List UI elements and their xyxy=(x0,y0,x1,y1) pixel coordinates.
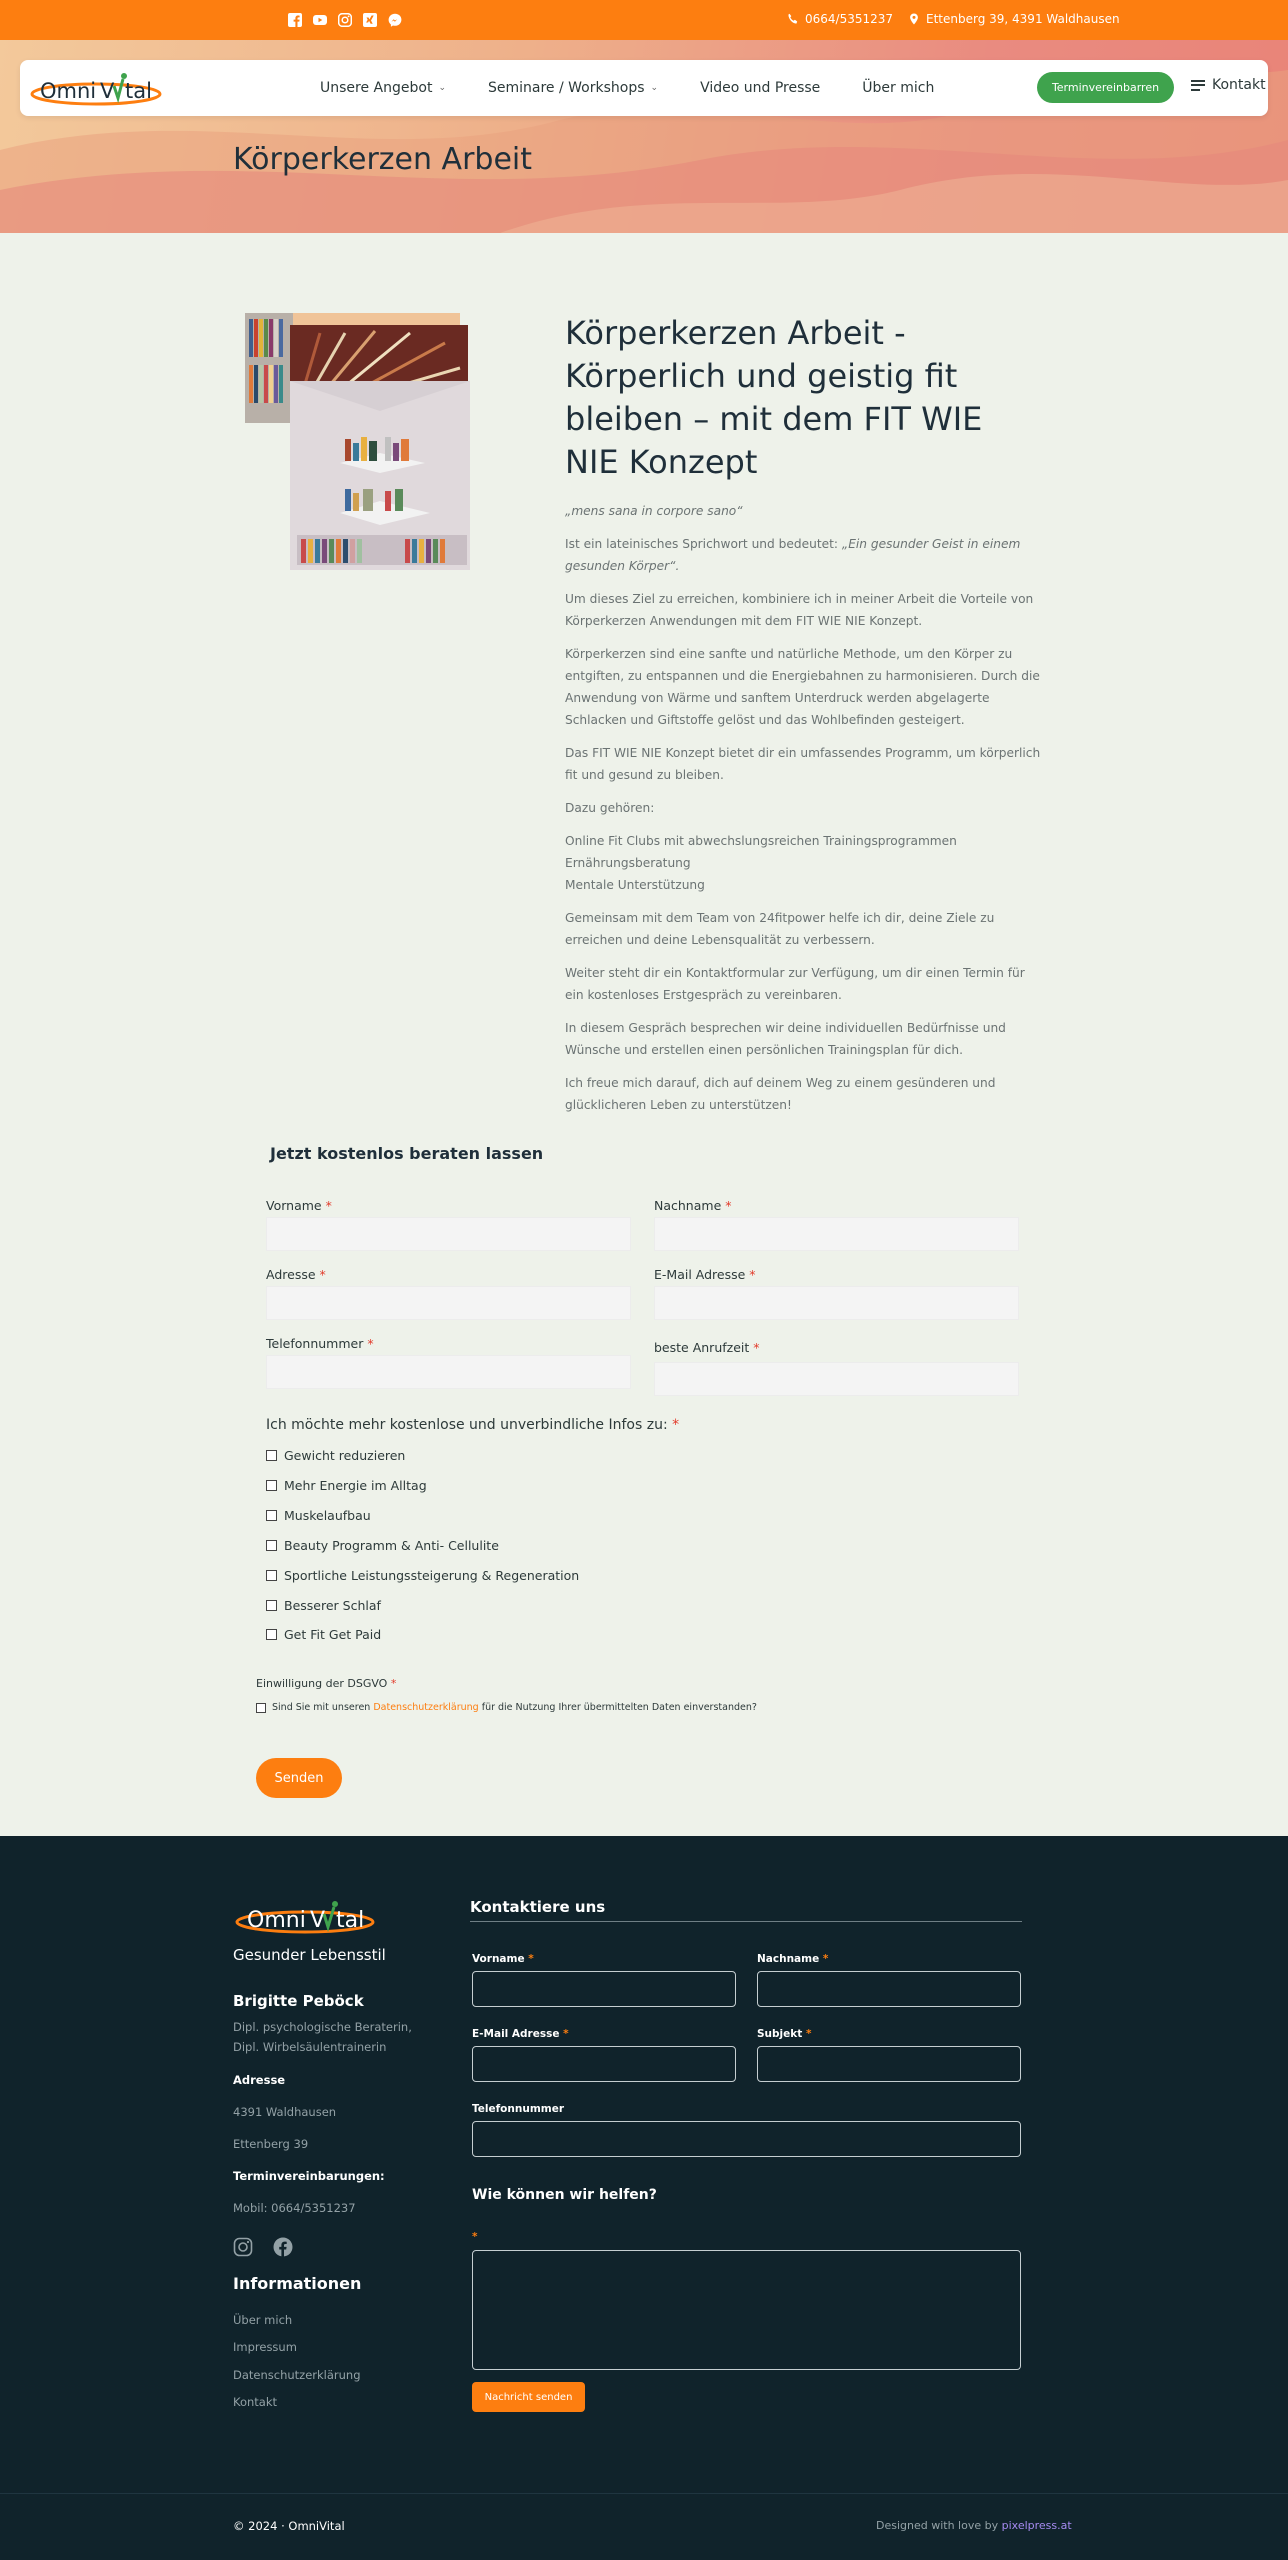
telefon-label: Telefonnummer * xyxy=(266,1336,374,1351)
email-field[interactable] xyxy=(654,1286,1019,1320)
omnivital-logo[interactable] xyxy=(28,67,164,109)
senden-button[interactable]: Senden xyxy=(256,1758,342,1798)
footer-logo[interactable] xyxy=(233,1894,377,1938)
article-content xyxy=(565,312,1045,1127)
option-label: Mehr Energie im Alltag xyxy=(284,1478,427,1493)
instagram-icon[interactable] xyxy=(338,13,352,27)
article-text: Ist ein lateinisches Sprichwort und bedeutet: xyxy=(565,537,842,551)
contact-form-title: Kontaktiere uns xyxy=(470,1898,606,1916)
footer-tagline: Gesunder Lebensstil xyxy=(233,1946,386,1964)
youtube-icon[interactable] xyxy=(313,13,327,27)
page-title: Körperkerzen Arbeit xyxy=(233,142,533,177)
mobile-number[interactable]: Mobil: 0664/5351237 xyxy=(233,2201,356,2215)
email-label: E-Mail Adresse * xyxy=(654,1267,756,1282)
logo-text: Omni xyxy=(40,79,97,103)
k-nachname-field[interactable] xyxy=(757,1971,1021,2007)
top-bar xyxy=(0,0,1288,40)
article-paragraph xyxy=(565,533,1045,577)
top-phone[interactable] xyxy=(787,12,893,26)
datenschutz-link[interactable]: Datenschutzerklärung xyxy=(373,1702,479,1713)
top-address[interactable] xyxy=(908,12,1120,26)
option-label: Muskelaufbau xyxy=(284,1508,371,1523)
kontakt-menu-button[interactable] xyxy=(1191,77,1266,93)
interest-option[interactable] xyxy=(266,1448,405,1463)
dsgvo-text: Sind Sie mit unseren Datenschutzerklärung für die Nutzung Ihrer übermittelten Daten einverstanden? xyxy=(272,1702,757,1713)
footer-link-ueber-mich[interactable]: Über mich xyxy=(233,2313,293,2327)
k-vorname-label: Vorname * xyxy=(472,1953,534,1965)
option-label: Besserer Schlaf xyxy=(284,1598,381,1613)
help-heading: Wie können wir helfen? xyxy=(472,2187,657,2203)
telefon-field[interactable] xyxy=(266,1355,631,1389)
nav-menu xyxy=(320,60,976,116)
hamburger-menu-icon xyxy=(1191,80,1205,91)
messenger-icon[interactable] xyxy=(388,13,402,27)
vorname-field[interactable] xyxy=(266,1217,631,1251)
social-links xyxy=(288,13,402,27)
article-paragraph: In diesem Gespräch besprechen wir deine individuellen Bedürfnisse und Wünsche und erstellen einen persönlichen Trainingsplan für dich. xyxy=(565,1021,1006,1057)
nav-item-ueber-mich[interactable] xyxy=(862,80,934,96)
nav-item-label: Video und Presse xyxy=(700,80,821,96)
interest-option[interactable] xyxy=(266,1627,381,1642)
top-address-text: Ettenberg 39, 4391 Waldhausen xyxy=(926,12,1120,26)
address-line: Ettenberg 39 xyxy=(233,2137,309,2151)
k-nachname-label: Nachname * xyxy=(757,1953,829,1965)
nachname-label: Nachname * xyxy=(654,1198,732,1213)
svg-text:tal: tal xyxy=(336,1908,365,1933)
interests-label: Ich möchte mehr kostenlose und unverbindliche Infos zu: * xyxy=(266,1417,680,1433)
footer-divider xyxy=(0,2493,1288,2494)
nachname-field[interactable] xyxy=(654,1217,1019,1251)
dsgvo-consent[interactable] xyxy=(256,1702,757,1713)
phone-icon xyxy=(787,13,799,25)
nav-item-label: Seminare / Workshops xyxy=(487,80,645,96)
dsgvo-checkbox[interactable] xyxy=(256,1703,266,1713)
checkbox[interactable] xyxy=(266,1600,277,1611)
adresse-heading: Adresse xyxy=(233,2073,286,2087)
facebook-icon[interactable] xyxy=(288,13,302,27)
kontakt-label: Kontakt xyxy=(1212,77,1266,93)
article-paragraph: Weiter steht dir ein Kontaktformular zur Verfügung, um dir einen Termin für ein kostenloses Erstgespräch zu vereinbaren. xyxy=(565,966,1025,1002)
map-pin-icon xyxy=(908,13,920,25)
interest-option[interactable] xyxy=(266,1568,579,1583)
facebook-icon[interactable] xyxy=(273,2237,293,2257)
chevron-down-icon: ⌄ xyxy=(438,83,446,93)
nav-item-video-presse[interactable] xyxy=(700,80,820,96)
option-label: Sportliche Leistungssteigerung & Regeneration xyxy=(284,1568,580,1583)
owner-role: Dipl. Wirbelsäulentrainerin xyxy=(233,2040,387,2054)
svg-text:tal: tal xyxy=(125,79,152,103)
list-item: Online Fit Clubs mit abwechslungsreichen Trainingsprogrammen xyxy=(565,834,957,848)
benefits-list xyxy=(565,830,1045,896)
anrufzeit-label: beste Anrufzeit * xyxy=(654,1340,760,1355)
k-subjekt-field[interactable] xyxy=(757,2046,1021,2082)
option-label: Beauty Programm & Anti- Cellulite xyxy=(284,1538,499,1553)
article-quote: „mens sana in corpore sano“ xyxy=(565,504,743,518)
instagram-icon[interactable] xyxy=(233,2237,253,2257)
article-paragraph: Ich freue mich darauf, dich auf deinem Weg zu einem gesünderen und glücklicheren Leben zu unterstützen! xyxy=(565,1076,996,1112)
nav-item-label: Über mich xyxy=(862,80,935,96)
divider xyxy=(470,1921,1022,1922)
address-line: 4391 Waldhausen xyxy=(233,2105,337,2119)
owner-name: Brigitte Peböck xyxy=(233,1992,364,2010)
terminvereinbarung-button[interactable]: Terminvereinbarren xyxy=(1037,72,1174,103)
article-heading: Körperkerzen Arbeit - Körperlich und geistig fit bleiben – mit dem FIT WIE NIE Konzept xyxy=(565,314,983,481)
checkbox[interactable] xyxy=(266,1629,277,1640)
checkbox[interactable] xyxy=(266,1540,277,1551)
checkbox[interactable] xyxy=(266,1480,277,1491)
checkbox[interactable] xyxy=(266,1510,277,1521)
interest-option[interactable] xyxy=(266,1598,381,1613)
product-photo-collage xyxy=(245,313,470,570)
footer-link-datenschutz[interactable]: Datenschutzerklärung xyxy=(233,2368,361,2382)
adresse-field[interactable] xyxy=(266,1286,631,1320)
nachricht-senden-button[interactable]: Nachricht senden xyxy=(472,2382,585,2412)
nav-item-seminare[interactable] xyxy=(488,80,658,96)
anrufzeit-field[interactable] xyxy=(654,1362,1019,1396)
svg-text:Omni: Omni xyxy=(247,1908,306,1933)
checkbox[interactable] xyxy=(266,1450,277,1461)
k-email-label: E-Mail Adresse * xyxy=(472,2028,569,2040)
footer-link-impressum[interactable]: Impressum xyxy=(233,2340,297,2354)
k-message-required: * xyxy=(472,2231,478,2243)
option-label: Get Fit Get Paid xyxy=(284,1627,382,1642)
form-title: Jetzt kostenlos beraten lassen xyxy=(270,1144,544,1163)
article-paragraph: Das FIT WIE NIE Konzept bietet dir ein umfassendes Programm, um körperlich fit und gesund zu bleiben. xyxy=(565,746,1041,782)
k-telefon-field[interactable] xyxy=(472,2121,1021,2157)
nav-item-unsere-angebot[interactable] xyxy=(320,80,446,96)
xing-icon[interactable] xyxy=(363,13,377,27)
owner-role: Dipl. psychologische Beraterin, xyxy=(233,2020,412,2034)
designer-link[interactable]: pixelpress.at xyxy=(1001,2519,1072,2532)
article-italic-text: „Ein gesunder Geist in einem gesunden Körper“. xyxy=(565,537,1021,573)
interest-option[interactable] xyxy=(266,1508,371,1523)
list-item: Ernährungsberatung xyxy=(565,856,691,870)
nav-item-label: Unsere Angebot xyxy=(320,80,433,96)
k-subjekt-label: Subjekt * xyxy=(757,2028,812,2040)
dsgvo-label: Einwilligung der DSGVO * xyxy=(256,1677,397,1690)
k-email-field[interactable] xyxy=(472,2046,736,2082)
k-vorname-field[interactable] xyxy=(472,1971,736,2007)
article-paragraph: Um dieses Ziel zu erreichen, kombiniere ich in meiner Arbeit die Vorteile von Körperkerzen Anwendungen mit dem FIT WIE NIE Konzept. xyxy=(565,592,1034,628)
k-message-textarea[interactable] xyxy=(472,2250,1021,2370)
article-paragraph: Körperkerzen sind eine sanfte und natürliche Methode, um den Körper zu entgiften, zu entspannen und die Energiebahnen zu harmonisieren. Durch die Anwendung von Wärme und sanftem Unterdruck werden abgelagerte Schlacken und Giftstoffe gelöst und das Wohlbefinden gesteigert. xyxy=(565,647,1040,727)
interest-option[interactable] xyxy=(266,1538,499,1553)
option-label: Gewicht reduzieren xyxy=(284,1448,406,1463)
copyright: © 2024 · OmniVital xyxy=(233,2519,345,2533)
designed-by: Designed with love by pixelpress.at xyxy=(876,2519,1072,2532)
informationen-heading: Informationen xyxy=(233,2274,362,2293)
footer-link-kontakt[interactable]: Kontakt xyxy=(233,2395,278,2409)
list-item: Mentale Unterstützung xyxy=(565,878,705,892)
k-telefon-label: Telefonnummer xyxy=(472,2103,564,2115)
top-phone-text: 0664/5351237 xyxy=(805,12,894,26)
svg-text:V: V xyxy=(100,79,115,103)
vorname-label: Vorname * xyxy=(266,1198,332,1213)
checkbox[interactable] xyxy=(266,1570,277,1581)
article-paragraph: Dazu gehören: xyxy=(565,801,655,815)
main-navigation xyxy=(20,60,1268,116)
svg-text:V: V xyxy=(310,1908,326,1933)
interest-option[interactable] xyxy=(266,1478,427,1493)
adresse-label: Adresse * xyxy=(266,1267,326,1282)
chevron-down-icon: ⌄ xyxy=(650,83,659,93)
article-paragraph: Gemeinsam mit dem Team von 24fitpower helfe ich dir, deine Ziele zu erreichen und deine Lebensqualität zu verbessern. xyxy=(565,911,995,947)
termin-heading: Terminvereinbarungen: xyxy=(233,2169,385,2183)
